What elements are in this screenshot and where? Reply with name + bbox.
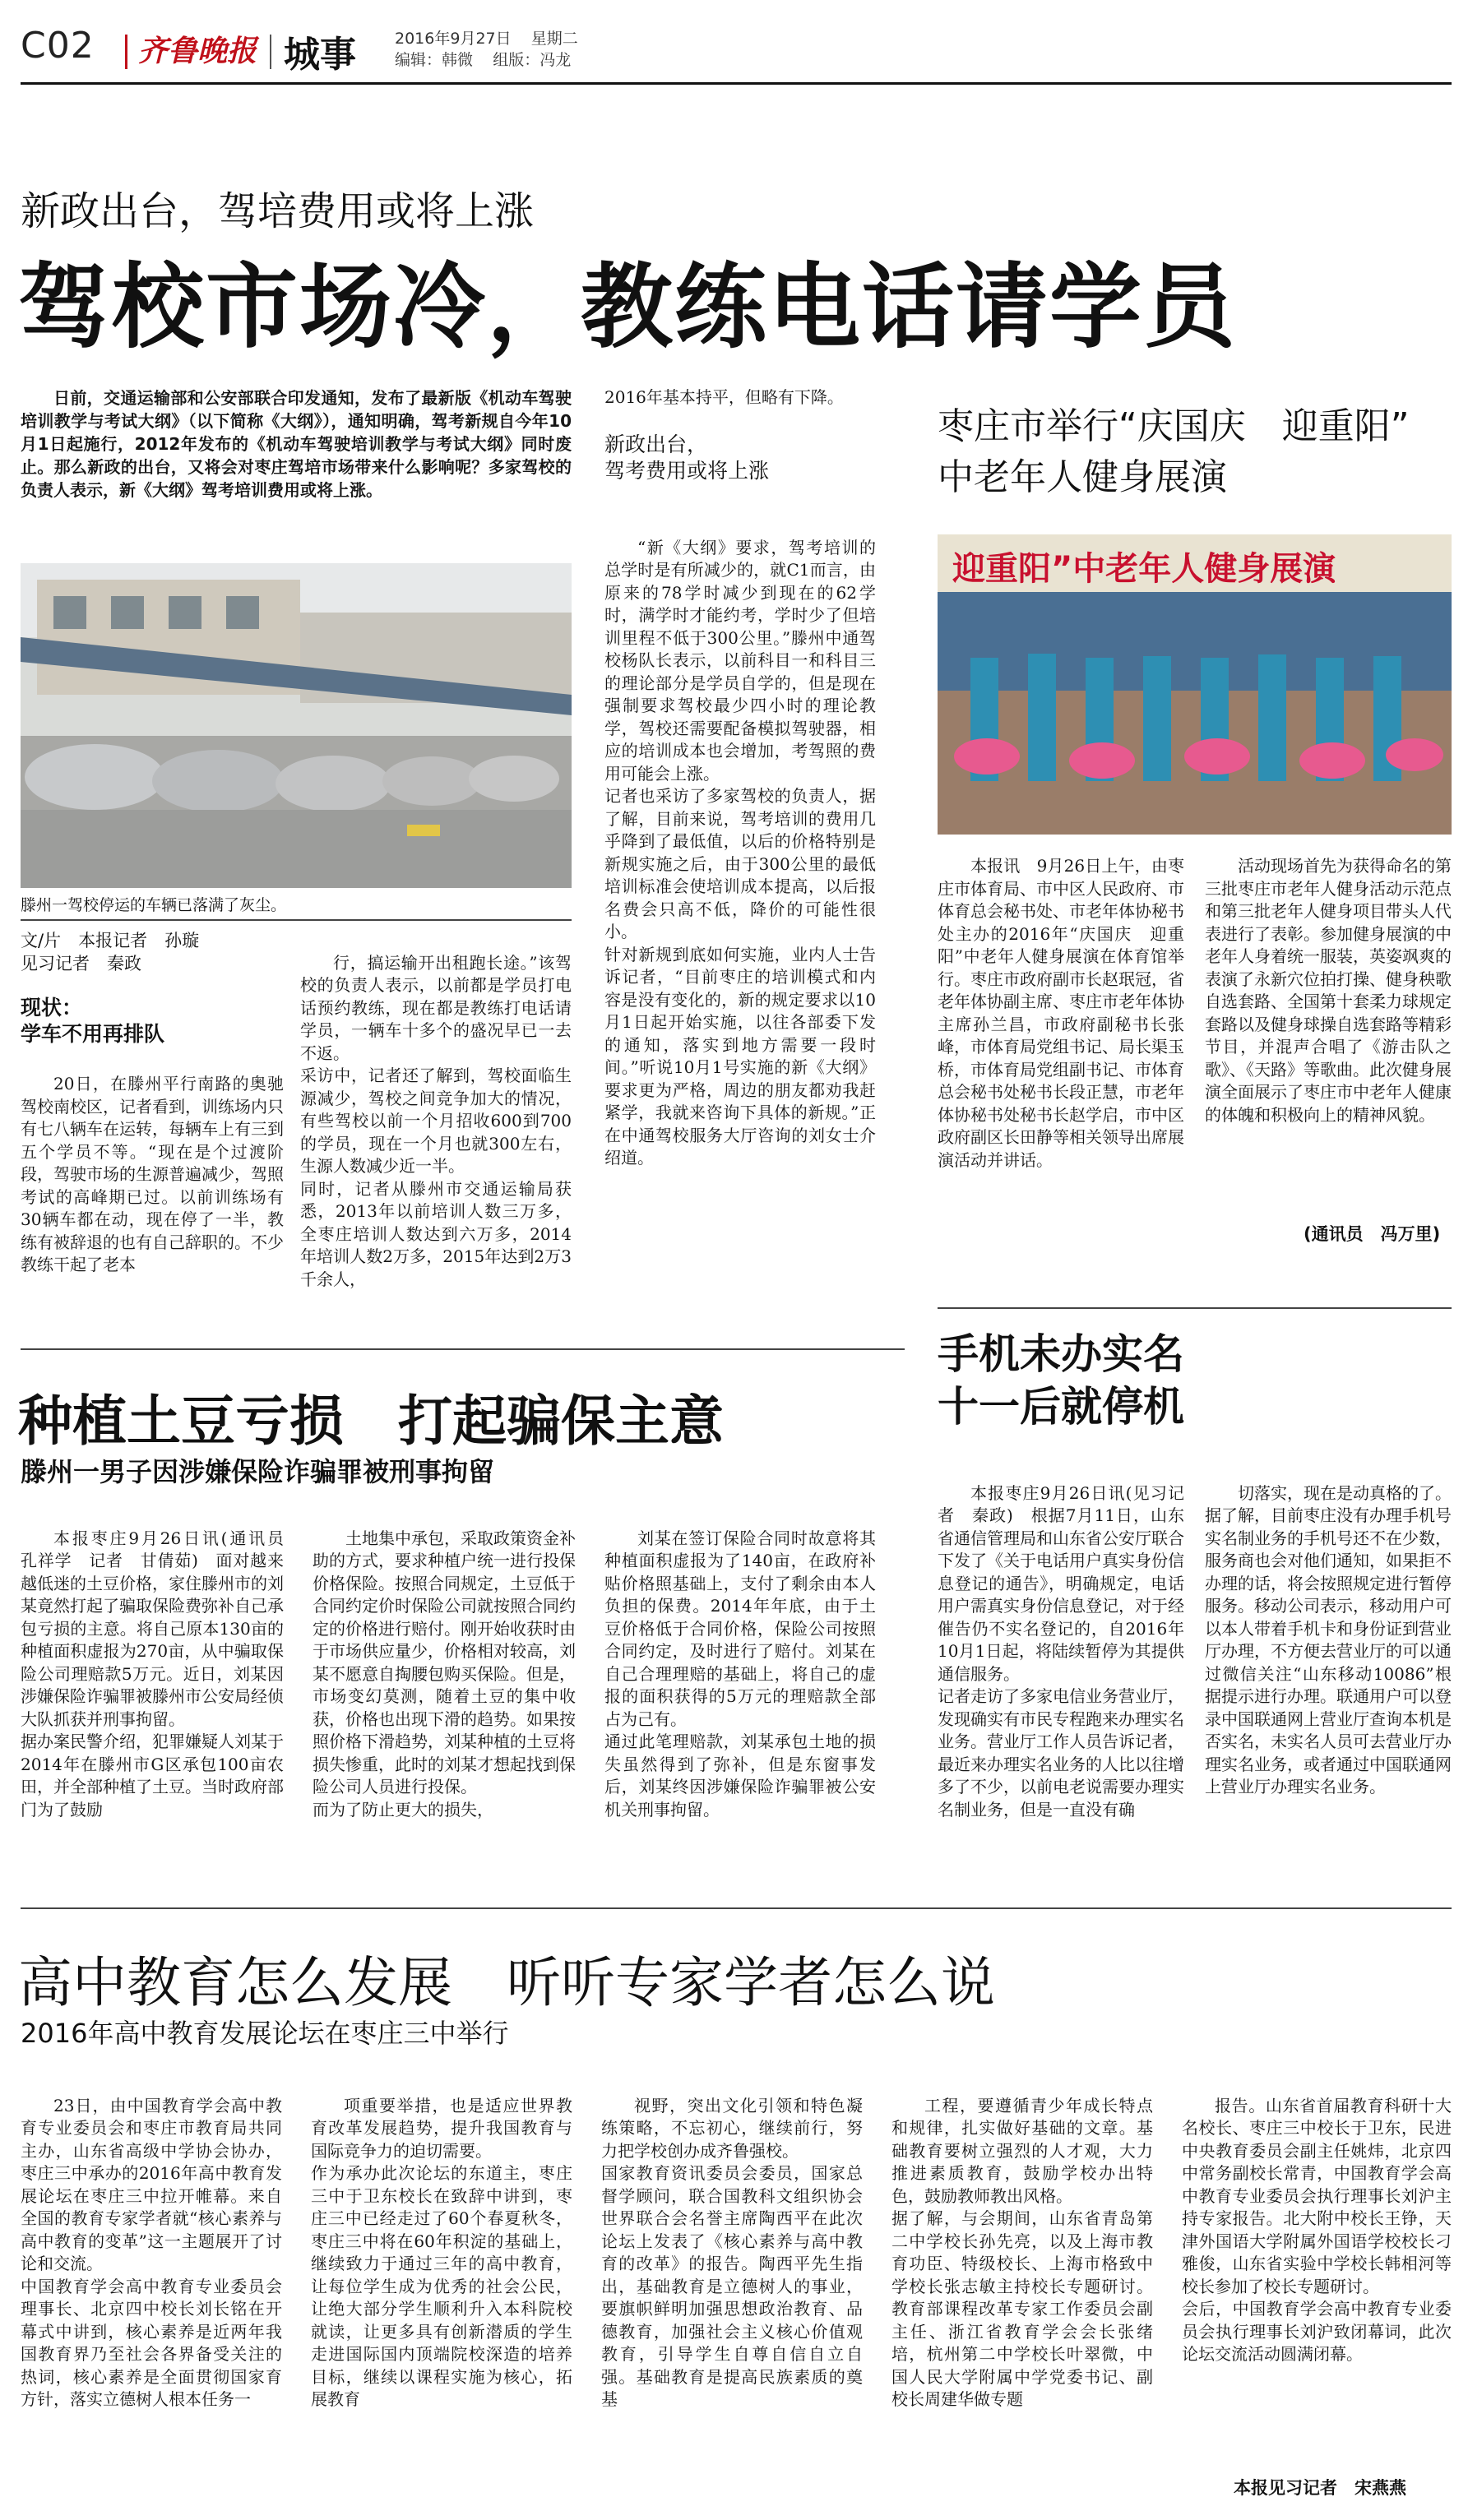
article1-byline: 文/片 本报记者 孙璇 见习记者 秦政 [21, 931, 200, 973]
masthead-divider [125, 35, 127, 69]
masthead-divider [270, 35, 271, 69]
article2-bottom-rule [938, 1307, 1452, 1309]
article1-subhead1: 现状： 学车不用再排队 [21, 996, 165, 1046]
article5-headline: 高中教育怎么发展 听听专家学者怎么说 [18, 1951, 995, 2014]
article5-col1: 23日，由中国教育学会高中教育专业委员会和枣庄市教育局共同主办，山东省高级中学协会协办，枣庄三中承办的2016年高中教育发展论坛在枣庄三中拉开帷幕。来自全国的教育专家学者就“核心素养与高中教育的变革”这一主题展开了讨论和交流。 中国教育学会高中教育专业委员会理事长、北京四中校长刘长铭在开幕式中讲到，核心素养是近两年我国教育界乃至社会各界备受关注的热词，核心素养是全面贯彻国家育方针，落实立德树人根本任务一 [21, 2095, 282, 2409]
article1-col1: 20日，在滕州平行南路的奥驰驾校南校区，记者看到，训练场内只有七八辆车在运转，每辆车上有三到五个学员不等。“现在是个过渡阶段，驾驶市场的生源普遍减少，驾照考试的高峰期已过。以前训练场有30辆车都在动，现在停了一半，教练有被辞退的也有自己辞职的。不少教练干起了老本 [21, 1074, 284, 1274]
article2-headline: 枣庄市举行“庆国庆 迎重阳” 中老年人健身展演 [938, 405, 1410, 498]
article4-headline: 手机未办实名 十一后就停机 [938, 1330, 1184, 1431]
article3-headline: 种植土豆亏损 打起骗保主意 [18, 1389, 724, 1453]
article1-col3: “新《大纲》要求，驾考培训的总学时是有所减少的，就C1而言，由原来的78学时减少到现在的62学时，满学时才能约考，学时少了但培训里程不低于300公里。”滕州中通驾校杨队长表示，以前科目一和科目三的理论部分是学员自学的，但是现在强制要求驾校最少四小时的理论教学，驾校还需要配备模拟驾驶器，相应的培训成本也会增加，考驾照的费用可能会上涨。 记者也采访了多家驾校的负责人，据了解，目前来说，驾考培训的费用几乎降到了最低值，以后的价格特别是新规实施之后，由于300公里的最低培训标准会使培训成本提高，以后报名费会只高不低，降价的可能性很小。 针对新规到底如何实施，业内人士告诉记者，“目前枣庄的培训模式和内容是没有变化的，新的规定要求以10月1日起开始实施，以往各部委下发的通知，落实到地方需要一段时间。”听说10月1号实施的新《大纲》要求更为严格，周边的朋友都劝我赶紧学，我就来咨询下具体的新规。”正在中通驾校服务大厅咨询的刘女士介绍道。 [604, 537, 876, 1168]
article2-col2: 活动现场首先为获得命名的第三批枣庄市老年人健身活动示范点和第三批老年人健身项目带头人代表进行了表彰。参加健身展演的中老年人身着统一服装，英姿飒爽的表演了永新穴位拍打操、健身秧歌自选套路、全国第十套柔力球规定套路以及健身球操自选套路等精彩节目，并混声合唱了《游击队之歌》、《天路》等歌曲。此次健身展演全面展示了枣庄市中老年人健康的体魄和积极向上的精神风貌。 [1205, 856, 1452, 1125]
photo-banner-text: 迎重阳”中老年人健身展演 [952, 550, 1336, 588]
article2-photo [938, 534, 1452, 835]
article5-subhead: 2016年高中教育发展论坛在枣庄三中举行 [21, 2018, 509, 2049]
issue-date [395, 28, 578, 49]
article3-bottom-rule [21, 1907, 1452, 1909]
article1-photo [21, 563, 572, 888]
article1-bottom-rule [21, 1348, 905, 1350]
article3-col2: 土地集中承包，采取政策资金补助的方式，要求种植户统一进行投保价格保险。按照合同规定，土豆低于合同约定价时保险公司就按照合同约定的价格进行赔付。刚开始收获时由于市场供应量少，价格相对较高，刘某不愿意自掏腰包购买保险。但是，市场变幻莫测，随着土豆的集中收获，价格也出现下滑的趋势。如果按照价格下滑趋势，刘某种植的土豆将损失惨重，此时的刘某才想起找到保险公司人员进行投保。 而为了防止更大的损失， [313, 1528, 576, 1819]
article1-col2: 行，搞运输开出租跑长途。”该驾校的负责人表示，以前都是学员打电话预约教练，现在都是教练打电话请学员，一辆车十多个的盛况早已一去不返。 采访中，记者还了解到，驾校面临生源减少，驾校之间竞争加大的情况，有些驾校以前一个月招收600到700的学员，现在一个月也就300左右，生源人数减少近一半。 同时，记者从滕州市交通运输局获悉，2013年以前培训人数三万多，全枣庄培训人数达到六万多，2014年培训人数2万多，2015年达到2万3千余人， [300, 952, 572, 1289]
parked-cars-image [21, 563, 572, 888]
article1-headline: 驾校市场冷，教练电话请学员 [18, 254, 1237, 361]
page-code: C02 [21, 25, 95, 67]
article2-credit: (通讯员 冯万里) [1304, 1224, 1441, 1244]
article2-col1: 本报讯 9月26日上午，由枣庄市体育局、市中区人民政府、市体育总会秘书处、市老年体协秘书处主办的2016年“庆国庆 迎重阳”中老年人健身展演在体育馆举行。枣庄市政府副市长赵珉冠，省老年体协副主席、枣庄市老年体协主席孙兰昌，市政府副秘书长张峰，市体育局党组书记、局长渠玉桥，市体育局党组副书记、市体育总会秘书处秘书长段正慧，市老年体协秘书处秘书长赵学启，市中区政府副区长田静等相关领导出席展演活动并讲话。 [938, 856, 1184, 1170]
article5-col4: 工程，要遵循青少年成长特点和规律，扎实做好基础的文章。基础教育要树立强烈的人才观，大力推进素质教育，鼓励学校办出特色，鼓励教师教出风格。 据了解，与会期间，山东省青岛第二中学校长孙先亮，以及上海市教育功臣、特级校长、上海市格致中学校长张志敏主持校长专题研讨。教育部课程改革专家工作委员会副主任、浙江省教育学会会长张绪培，杭州第二中学校长叶翠微，中国人民大学附属中学党委书记、副校长周建华做专题 [891, 2095, 1153, 2409]
article5-col3: 视野，突出文化引领和特色凝练策略，不忘初心，继续前行，努力把学校创办成齐鲁强校。 国家教育资讯委员会委员，国家总督学顾问，联合国教科文组织协会世界联合会名誉主席陶西平在此次论坛上发表了《核心素养与高中教育的改革》的报告。陶西平先生指出，基础教育是立德树人的事业，要旗帜鲜明加强思想政治教育、品德教育，加强社会主义核心价值观教育，引导学生自尊自信自立自强。基础教育是提高民族素质的奠基 [601, 2095, 863, 2409]
article1-subhead2: 新政出台， 驾考费用或将上涨 [604, 432, 770, 483]
article5-col5: 报告。山东省首届教育科研十大名校长、枣庄三中校长于卫东，民进中央教育委员会副主任姚炜，北京四中常务副校长常青，中国教育学会高中教育专业委员会执行理事长刘沪主持专家报告。北大附中校长王铮，天津外国语大学附属外国语学校校长刁雅俊，山东省实验中学校长韩相河等校长参加了校长专题研讨。 会后，中国教育学会高中教育专业委员会执行理事长刘沪致闭幕词，此次论坛交流活动圆满闭幕。 [1182, 2095, 1452, 2364]
article1-col3-top: 2016年基本持平，但略有下降。 [604, 387, 844, 407]
article3-col3: 刘某在签订保险合同时故意将其种植面积虚报为了140亩，在政府补贴价格照基础上，支付了剩余由本人负担的保费。2014年年底，由于土豆价格低于合同价格，保险公司按照合同约定，及时进行了赔付。刘某在自己合理理赔的基础上，将自己的虚报的面积获得的5万元的理赔款全部占为己有。 通过此笔理赔款，刘某承包土地的损失虽然得到了弥补，但是东窗事发后，刘某终因涉嫌保险诈骗罪被公安机关刑事拘留。 [604, 1528, 876, 1819]
masthead-rule [21, 82, 1452, 85]
caption-rule [21, 919, 572, 921]
article3-subhead: 滕州一男子因涉嫌保险诈骗罪被刑事拘留 [21, 1456, 495, 1487]
editor: 编辑：韩微 [395, 51, 474, 69]
article1-lead: 日前，交通运输部和公安部联合印发通知，发布了最新版《机动车驾驶培训教学与考试大纲》（以下简称《大纲》），通知明确，驾考新规自今年10月1日起施行，2012年发布的《机动车驾驶培训教学与考试大纲》同时废止。那么新政的出台，又将会对枣庄驾培市场带来什么影响呢？多家驾校的负责人表示，新《大纲》驾考培训费用或将上涨。 [21, 388, 572, 500]
date: 2016年9月27日 [395, 30, 512, 48]
article3-col1: 本报枣庄9月26日讯(通讯员 孔祥学 记者 甘倩茹) 面对越来越低迷的土豆价格，家住滕州市的刘某竟然打起了骗取保险费弥补自己承包亏损的主意。将自己原本130亩的种植面积虚报为270亩，从中骗取保险公司理赔款5万元。近日，刘某因涉嫌保险诈骗罪被滕州市公安局经侦大队抓获并刑事拘留。 据办案民警介绍，犯罪嫌疑人刘某于2014年在滕州市G区承包100亩农田，并全部种植了土豆。当时政府部门为了鼓励 [21, 1528, 284, 1819]
article5-col2: 项重要举措，也是适应世界教育改革发展趋势，提升我国教育与国际竞争力的迫切需要。 作为承办此次论坛的东道主，枣庄三中于卫东校长在致辞中讲到，枣庄三中已经走过了60个春夏秋冬，枣庄三中将在60年积淀的基础上，继续致力于通过三年的高中教育，让每位学生成为优秀的社会公民，让绝大部分学生顺利升入本科院校就读，让更多具有创新潜质的学生走进国际国内顶端院校深造的培养目标，继续以课程实施为核心，拓展教育 [311, 2095, 572, 2409]
article5-credit: 本报见习记者 宋燕燕 [1234, 2478, 1406, 2498]
weekday: 星期二 [530, 30, 578, 48]
article4-col1: 本报枣庄9月26日讯(见习记者 秦政) 根据7月11日，山东省通信管理局和山东省公安厅联合下发了《关于电话用户真实身份信息登记的通告》，明确规定，电话用户需真实身份信息登记，对于经催告仍不实名登记的，自2016年10月1日起，将陆续暂停为其提供通信服务。 记者走访了多家电信业务营业厅，发现确实有市民专程跑来办理实名业务。营业厅工作人员告诉记者，最近来办理实名业务的人比以往增多了不少，以前电老说需要办理实名制业务，但是一直没有确 [938, 1482, 1184, 1819]
article1-kicker: 新政出台，驾培费用或将上涨 [21, 188, 535, 234]
article4-col2: 切落实，现在是动真格的了。 据了解，目前枣庄没有办理手机号实名制业务的手机号还不在少数，服务商也会对他们通知，如果拒不办理的话，将会按照规定进行暂停服务。移动公司表示，移动用户可以本人带着手机卡和身份证到营业厅办理，不方便去营业厅的可以通过微信关注“山东移动10086”根据提示进行办理。联通用户可以登录中国联通网上营业厅查询本机是否实名，未实名人员可去营业厅办理实名业务，或者通过中国联通网上营业厅办理实名业务。 [1205, 1482, 1452, 1796]
paper-logo: 齐鲁晚报 [138, 34, 257, 68]
section-name: 城事 [284, 34, 356, 76]
layout-editor: 组版：冯龙 [493, 51, 572, 69]
editor-line [395, 49, 571, 71]
photo-caption: 滕州一驾校停运的车辆已落满了灰尘。 [21, 896, 287, 914]
